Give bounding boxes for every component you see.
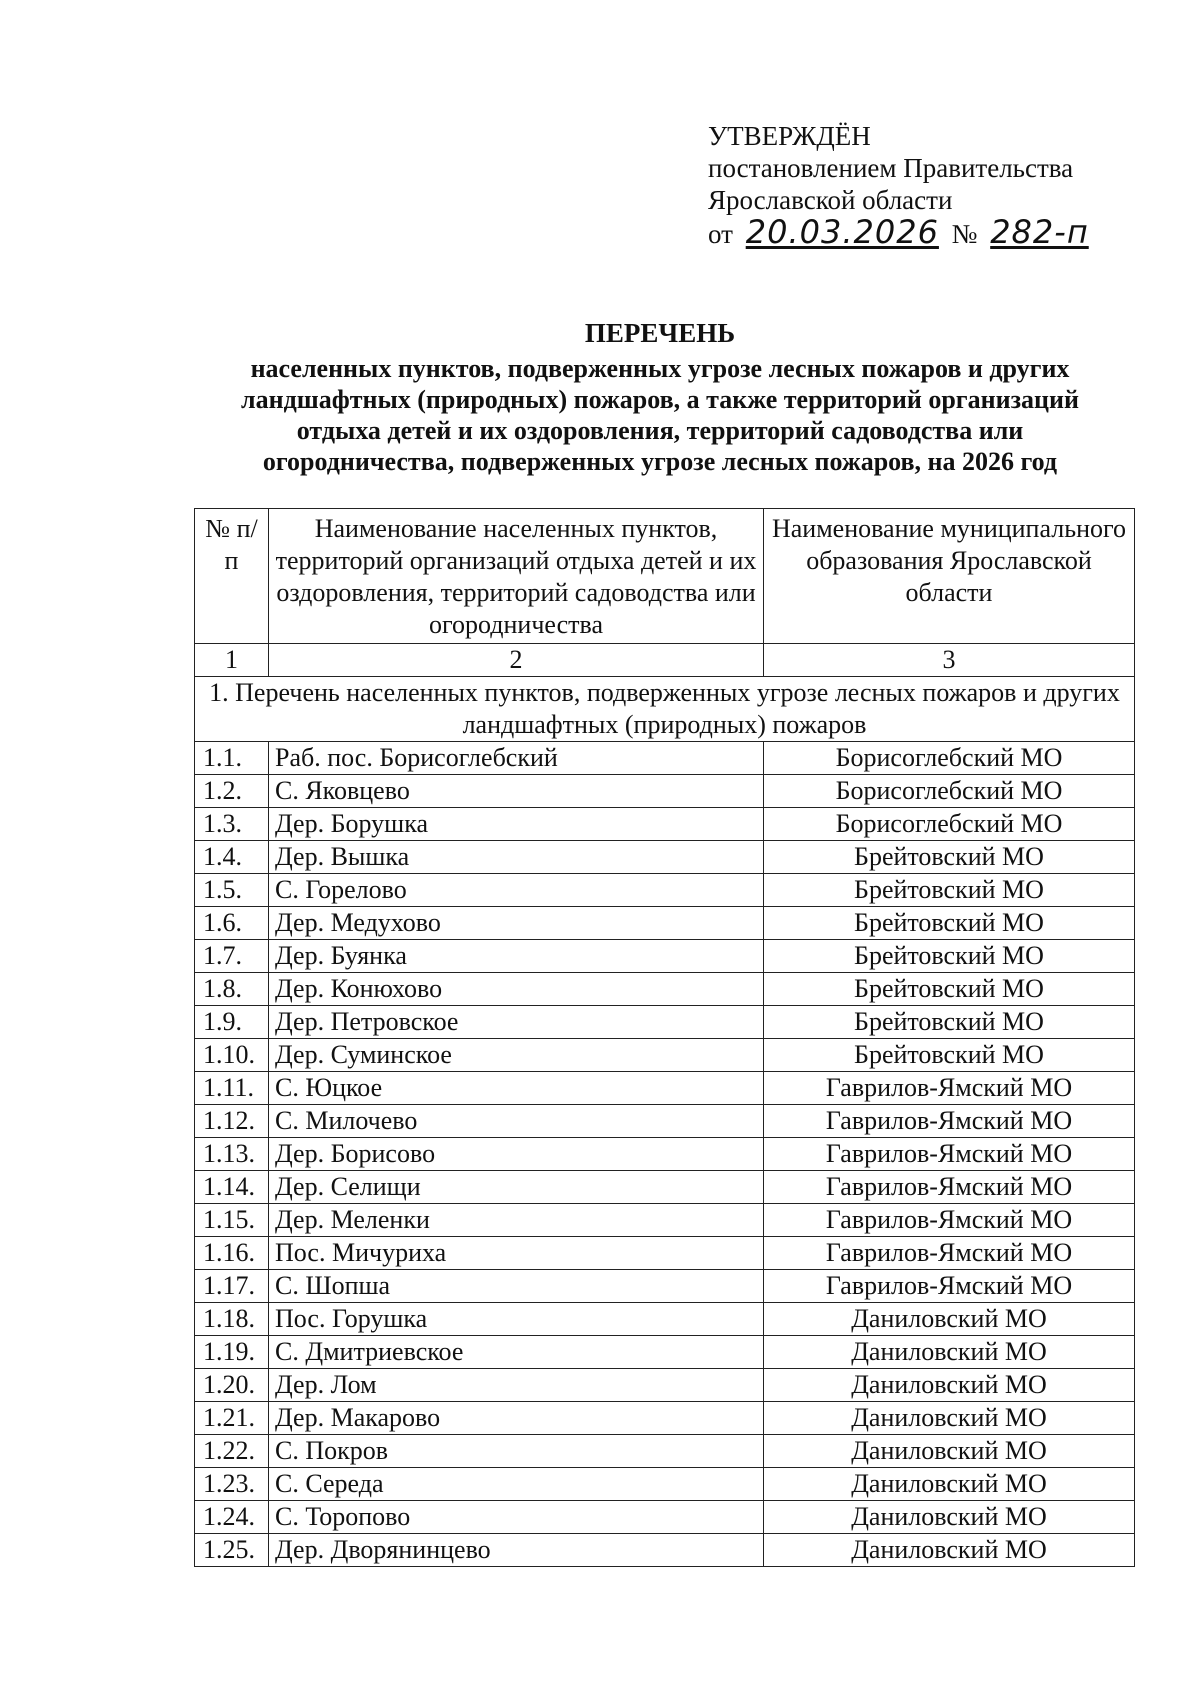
settlement-name: Дер. Борисово xyxy=(269,1138,764,1171)
settlement-name: Дер. Вышка xyxy=(269,841,764,874)
approval-line-1: постановлением Правительства xyxy=(708,153,1074,183)
header-number: № п/п xyxy=(195,509,269,644)
municipality-name: Брейтовский МО xyxy=(764,907,1135,940)
settlement-name: С. Торопово xyxy=(269,1501,764,1534)
approval-date-line xyxy=(708,213,1095,251)
approval-stamp xyxy=(708,120,1095,250)
title-line-2: ландшафтных (природных) пожаров, а также территорий организаций xyxy=(241,385,1079,414)
settlement-name: С. Милочево xyxy=(269,1105,764,1138)
table-header-row xyxy=(195,509,1135,644)
section-row xyxy=(195,677,1135,742)
row-number: 1.21. xyxy=(195,1402,269,1435)
row-number: 1.24. xyxy=(195,1501,269,1534)
municipality-name: Гаврилов-Ямский МО xyxy=(764,1237,1135,1270)
row-number: 1.3. xyxy=(195,808,269,841)
row-number: 1.16. xyxy=(195,1237,269,1270)
row-number: 1.18. xyxy=(195,1303,269,1336)
municipality-name: Борисоглебский МО xyxy=(764,808,1135,841)
row-number: 1.7. xyxy=(195,940,269,973)
approval-status: УТВЕРЖДЁН xyxy=(708,121,871,151)
municipality-name: Гаврилов-Ямский МО xyxy=(764,1105,1135,1138)
settlement-name: Дер. Борушка xyxy=(269,808,764,841)
table-row xyxy=(195,1336,1135,1369)
table-row xyxy=(195,1303,1135,1336)
approval-date: 20.03.2026 xyxy=(745,213,939,251)
section-title: 1. Перечень населенных пунктов, подверженных угрозе лесных пожаров и других ландшафтных (природных) пожаров xyxy=(195,677,1135,742)
settlement-name: С. Дмитриевское xyxy=(269,1336,764,1369)
row-number: 1.20. xyxy=(195,1369,269,1402)
settlement-name: Дер. Лом xyxy=(269,1369,764,1402)
table-row xyxy=(195,907,1135,940)
table-row xyxy=(195,940,1135,973)
title-line-3: отдыха детей и их оздоровления, территорий садоводства или xyxy=(296,416,1024,445)
settlement-name: Дер. Конюхово xyxy=(269,973,764,1006)
settlement-name: Дер. Буянка xyxy=(269,940,764,973)
table-row xyxy=(195,1501,1135,1534)
settlement-name: Дер. Дворянинцево xyxy=(269,1534,764,1567)
settlement-name: С. Шопша xyxy=(269,1270,764,1303)
column-number: 2 xyxy=(269,644,764,677)
row-number: 1.17. xyxy=(195,1270,269,1303)
table-row xyxy=(195,1072,1135,1105)
table-row xyxy=(195,1534,1135,1567)
settlement-name: С. Юцкое xyxy=(269,1072,764,1105)
table-row xyxy=(195,1435,1135,1468)
municipality-name: Даниловский МО xyxy=(764,1336,1135,1369)
document-title xyxy=(180,318,1140,477)
table-row xyxy=(195,808,1135,841)
settlement-name: Дер. Меленки xyxy=(269,1204,764,1237)
municipality-name: Брейтовский МО xyxy=(764,874,1135,907)
column-number: 3 xyxy=(764,644,1135,677)
settlement-name: С. Покров xyxy=(269,1435,764,1468)
row-number: 1.12. xyxy=(195,1105,269,1138)
settlement-name: Пос. Горушка xyxy=(269,1303,764,1336)
municipality-name: Брейтовский МО xyxy=(764,1006,1135,1039)
settlement-name: Дер. Макарово xyxy=(269,1402,764,1435)
title-line-4: огородничества, подверженных угрозе лесных пожаров, на 2026 год xyxy=(262,447,1058,476)
table-row xyxy=(195,1039,1135,1072)
column-number: 1 xyxy=(195,644,269,677)
municipality-name: Даниловский МО xyxy=(764,1303,1135,1336)
from-label: от xyxy=(708,219,733,249)
municipality-name: Гаврилов-Ямский МО xyxy=(764,1171,1135,1204)
municipality-name: Брейтовский МО xyxy=(764,940,1135,973)
municipality-name: Даниловский МО xyxy=(764,1369,1135,1402)
row-number: 1.14. xyxy=(195,1171,269,1204)
settlement-name: Дер. Селищи xyxy=(269,1171,764,1204)
municipality-name: Гаврилов-Ямский МО xyxy=(764,1138,1135,1171)
settlement-name: С. Середа xyxy=(269,1468,764,1501)
row-number: 1.15. xyxy=(195,1204,269,1237)
approval-number: 282-п xyxy=(990,213,1089,251)
row-number: 1.11. xyxy=(195,1072,269,1105)
row-number: 1.13. xyxy=(195,1138,269,1171)
table-row xyxy=(195,841,1135,874)
table-row xyxy=(195,1105,1135,1138)
municipality-name: Брейтовский МО xyxy=(764,841,1135,874)
table-row xyxy=(195,1171,1135,1204)
table-row xyxy=(195,775,1135,808)
row-number: 1.19. xyxy=(195,1336,269,1369)
table-row xyxy=(195,1138,1135,1171)
row-number: 1.1. xyxy=(195,742,269,775)
row-number: 1.6. xyxy=(195,907,269,940)
settlement-name: Раб. пос. Борисоглебский xyxy=(269,742,764,775)
table-row xyxy=(195,1369,1135,1402)
municipality-name: Даниловский МО xyxy=(764,1534,1135,1567)
row-number: 1.8. xyxy=(195,973,269,1006)
approval-line-2: Ярославской области xyxy=(708,185,953,215)
municipality-name: Даниловский МО xyxy=(764,1402,1135,1435)
settlement-name: С. Яковцево xyxy=(269,775,764,808)
row-number: 1.10. xyxy=(195,1039,269,1072)
title-main: ПЕРЕЧЕНЬ xyxy=(584,318,736,348)
table-row xyxy=(195,973,1135,1006)
municipality-name: Даниловский МО xyxy=(764,1501,1135,1534)
settlement-name: Дер. Суминское xyxy=(269,1039,764,1072)
table-row xyxy=(195,1468,1135,1501)
row-number: 1.9. xyxy=(195,1006,269,1039)
settlement-name: Пос. Мичуриха xyxy=(269,1237,764,1270)
municipality-name: Брейтовский МО xyxy=(764,1039,1135,1072)
table-row xyxy=(195,1006,1135,1039)
settlement-name: С. Горелово xyxy=(269,874,764,907)
municipality-name: Гаврилов-Ямский МО xyxy=(764,1072,1135,1105)
number-label: № xyxy=(951,219,978,249)
table-row xyxy=(195,742,1135,775)
header-municipality: Наименование муниципального образования Ярославской области xyxy=(764,509,1135,644)
settlement-name: Дер. Петровское xyxy=(269,1006,764,1039)
table-row xyxy=(195,1237,1135,1270)
title-line-1: населенных пунктов, подверженных угрозе лесных пожаров и других xyxy=(250,354,1070,383)
municipality-name: Гаврилов-Ямский МО xyxy=(764,1204,1135,1237)
municipality-name: Гаврилов-Ямский МО xyxy=(764,1270,1135,1303)
municipality-name: Борисоглебский МО xyxy=(764,742,1135,775)
table-row xyxy=(195,874,1135,907)
row-number: 1.4. xyxy=(195,841,269,874)
table-row xyxy=(195,1270,1135,1303)
row-number: 1.22. xyxy=(195,1435,269,1468)
row-number: 1.23. xyxy=(195,1468,269,1501)
settlement-name: Дер. Медухово xyxy=(269,907,764,940)
municipality-name: Брейтовский МО xyxy=(764,973,1135,1006)
table-row xyxy=(195,1402,1135,1435)
municipality-name: Борисоглебский МО xyxy=(764,775,1135,808)
table-row xyxy=(195,1204,1135,1237)
municipality-name: Даниловский МО xyxy=(764,1435,1135,1468)
settlements-table xyxy=(194,508,1135,1567)
header-name: Наименование населенных пунктов, территорий организаций отдыха детей и их оздоровления, территорий садоводства или огородничества xyxy=(269,509,764,644)
municipality-name: Даниловский МО xyxy=(764,1468,1135,1501)
row-number: 1.5. xyxy=(195,874,269,907)
column-number-row xyxy=(195,644,1135,677)
row-number: 1.2. xyxy=(195,775,269,808)
row-number: 1.25. xyxy=(195,1534,269,1567)
